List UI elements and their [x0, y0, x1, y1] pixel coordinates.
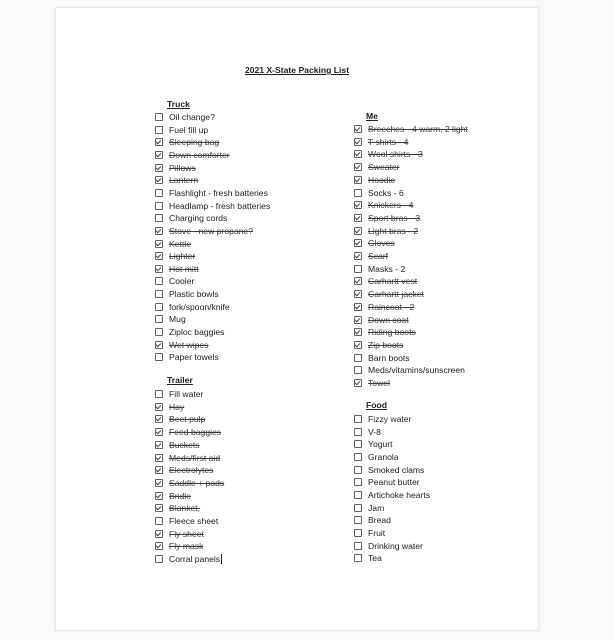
checkbox-checked[interactable] [155, 227, 163, 235]
checkbox-checked[interactable] [354, 277, 362, 285]
checklist-item[interactable] [155, 111, 215, 123]
checklist-item[interactable] [155, 288, 219, 300]
checklist-item-label: Corral panels [169, 554, 221, 565]
checklist-item-label: Drinking water [368, 540, 423, 551]
checklist-item[interactable] [155, 313, 186, 325]
checkbox-checked[interactable] [155, 466, 163, 474]
checkbox-unchecked[interactable] [155, 214, 163, 222]
checkbox-unchecked[interactable] [155, 303, 163, 311]
checklist-item-label: Fly mask [169, 541, 204, 552]
checklist-item[interactable] [354, 426, 381, 438]
checkbox-checked[interactable] [155, 454, 163, 462]
checklist-item[interactable] [155, 502, 200, 514]
document-title: 2021 X-State Packing List [244, 65, 350, 75]
checklist-item[interactable] [155, 426, 221, 438]
checkbox-checked[interactable] [354, 303, 362, 311]
checklist-item-label: Peanut butter [368, 477, 420, 488]
checkbox-unchecked[interactable] [354, 354, 362, 362]
checklist-item-label: Fuel fill up [169, 124, 209, 135]
checkbox-checked[interactable] [155, 265, 163, 273]
checklist-item-label: Artichoke hearts [368, 489, 431, 500]
checkbox-checked[interactable] [155, 504, 163, 512]
checklist-item-label: Plastic bowls [169, 289, 219, 300]
checkbox-checked[interactable] [354, 138, 362, 146]
checklist-item-label: Charging cords [169, 213, 228, 224]
checklist-item[interactable] [354, 552, 382, 564]
checkbox-checked[interactable] [155, 252, 163, 260]
checklist-item-label: Fly sheet [169, 528, 204, 539]
checklist-item[interactable] [354, 326, 416, 338]
checklist-item[interactable] [155, 477, 224, 489]
checklist-item[interactable] [354, 174, 395, 186]
checklist-item[interactable] [155, 439, 200, 451]
checkbox-checked[interactable] [155, 176, 163, 184]
checklist-item-label: Knickers - 4 [368, 200, 414, 211]
checklist-item-label: Beet pulp [169, 414, 206, 425]
checklist-item-label: Hot mitt [169, 263, 199, 274]
checklist-item[interactable] [155, 413, 205, 425]
checklist-item[interactable] [155, 187, 268, 199]
checklist-item-label: Fruit [368, 527, 386, 538]
checklist-item[interactable] [354, 301, 414, 313]
checkbox-checked[interactable] [155, 415, 163, 423]
section-heading-truck: Truck [167, 99, 190, 109]
checklist-item-label: Headlamp - fresh batteries [169, 200, 271, 211]
checklist-item[interactable] [155, 174, 198, 186]
checklist-item[interactable] [155, 326, 224, 338]
checkbox-checked[interactable] [354, 328, 362, 336]
checkbox-checked[interactable] [354, 227, 362, 235]
checklist-item-label: Riding boots [368, 327, 416, 338]
checklist-item-label: T shirts - 4 [368, 136, 409, 147]
checklist-item-label: Yogurt [368, 439, 393, 450]
checkbox-checked[interactable] [354, 239, 362, 247]
checklist-item[interactable] [354, 527, 385, 539]
document-page[interactable] [56, 8, 538, 630]
checklist-item-label: Scarf [368, 251, 389, 261]
checklist-item-label: Lantern [169, 175, 199, 186]
checkbox-unchecked[interactable] [155, 328, 163, 336]
checkbox-unchecked[interactable] [155, 555, 163, 563]
checkbox-unchecked[interactable] [354, 453, 362, 461]
checkbox-unchecked[interactable] [354, 466, 362, 474]
checkbox-checked[interactable] [354, 125, 362, 133]
checkbox-unchecked[interactable] [354, 542, 362, 550]
checklist-item-label: Masks - 2 [368, 263, 406, 274]
checkbox-checked[interactable] [354, 201, 362, 209]
checkbox-checked[interactable] [155, 542, 163, 550]
checkbox-checked[interactable] [155, 403, 163, 411]
checkbox-checked[interactable] [155, 441, 163, 449]
checklist-item[interactable] [354, 352, 410, 364]
checklist-item[interactable] [155, 540, 203, 552]
checklist-item-label: Pillows [169, 162, 196, 173]
checklist-item-label: Sleeping bag [169, 137, 220, 148]
text-cursor [221, 554, 222, 564]
section-heading-food: Food [366, 400, 387, 410]
checklist-item-label: Granola [368, 451, 399, 462]
checklist-item[interactable] [155, 351, 219, 363]
checklist-item-label: Sport bras - 3 [368, 212, 421, 223]
checklist-item-label: Down comforter [169, 149, 230, 160]
checkbox-unchecked[interactable] [155, 390, 163, 398]
section-heading-me: Me [366, 111, 378, 121]
checklist-item[interactable] [155, 212, 227, 224]
checklist-item[interactable] [354, 514, 391, 526]
checkbox-unchecked[interactable] [155, 202, 163, 210]
checkbox-checked[interactable] [354, 290, 362, 298]
checklist-item[interactable] [155, 225, 253, 237]
checklist-item-label: Wool shirts - 3 [368, 149, 423, 160]
checklist-item[interactable] [354, 237, 395, 249]
checklist-item[interactable] [155, 263, 199, 275]
checklist-item[interactable] [354, 123, 468, 135]
checklist-item[interactable] [155, 339, 208, 351]
checklist-item-label: Meds/vitamins/sunscreen [368, 365, 465, 376]
checklist-item-label: Hay [169, 401, 185, 412]
checklist-item-label: Meds/first aid [169, 452, 221, 463]
checklist-item-label: fork/spoon/knife [169, 301, 230, 312]
checklist-item[interactable] [354, 413, 411, 425]
checklist-item-label: Smoked clams [368, 464, 425, 475]
checkbox-unchecked[interactable] [354, 529, 362, 537]
checklist-item-label: Barn boots [368, 352, 410, 363]
checklist-item-label: Carhartt vest [368, 276, 418, 287]
checkbox-unchecked[interactable] [354, 554, 362, 562]
checklist-item-label: Down coat [368, 314, 409, 325]
checklist-item[interactable] [354, 438, 393, 450]
checklist-item[interactable] [155, 200, 270, 212]
checkbox-checked[interactable] [155, 479, 163, 487]
checklist-item[interactable] [155, 388, 203, 400]
checklist-item-label: Oil change? [169, 112, 215, 122]
checkbox-checked[interactable] [354, 176, 362, 184]
checklist-item-label: Lighter [169, 251, 196, 262]
checklist-item-label: Cooler [169, 276, 195, 287]
checklist-item-label: Bread [368, 515, 391, 526]
checklist-item[interactable] [155, 553, 222, 565]
checklist-item-label: Sweater [368, 162, 400, 173]
checklist-item-label: Paper towels [169, 352, 219, 363]
checklist-item[interactable] [155, 528, 204, 540]
checklist-item-label: Fizzy water [368, 414, 412, 424]
checkbox-unchecked[interactable] [354, 428, 362, 436]
checklist-item-label: Saddle + pads [169, 477, 225, 488]
checklist-item[interactable] [155, 124, 208, 136]
checklist-item-label: Carhartt jacket [368, 289, 424, 300]
section-heading-trailer: Trailer [167, 375, 193, 385]
checkbox-unchecked[interactable] [155, 189, 163, 197]
checkbox-unchecked[interactable] [354, 504, 362, 512]
checkbox-unchecked[interactable] [354, 491, 362, 499]
checklist-item[interactable] [354, 148, 423, 160]
checklist-item[interactable] [354, 377, 390, 389]
checklist-item[interactable] [354, 364, 465, 376]
checklist-item[interactable] [155, 149, 230, 161]
checklist-item[interactable] [354, 212, 420, 224]
checklist-item[interactable] [354, 540, 423, 552]
checkbox-checked[interactable] [354, 341, 362, 349]
checkbox-checked[interactable] [155, 151, 163, 159]
checklist-item[interactable] [155, 515, 218, 527]
checklist-item-label: Hoodie [368, 174, 396, 185]
checklist-item-label: Kettle [169, 238, 191, 249]
checkbox-checked[interactable] [354, 214, 362, 222]
checklist-item-label: Towel [368, 378, 390, 388]
checklist-item-label: Zip boots [368, 339, 404, 350]
checklist-item[interactable] [155, 452, 220, 464]
checklist-item-label: Buckets [169, 439, 200, 450]
checkbox-checked[interactable] [155, 341, 163, 349]
checklist-item[interactable] [354, 275, 417, 287]
checklist-item[interactable] [354, 288, 424, 300]
checklist-item[interactable] [354, 187, 404, 199]
checklist-item[interactable] [155, 301, 230, 313]
checkbox-checked[interactable] [155, 530, 163, 538]
checklist-item-label: Wet wipes [169, 339, 209, 350]
checklist-item[interactable] [354, 339, 403, 351]
checklist-item-label: Fleece sheet [169, 516, 219, 526]
checklist-item[interactable] [354, 263, 405, 275]
checkbox-checked[interactable] [155, 164, 163, 172]
checkbox-checked[interactable] [155, 240, 163, 248]
checkbox-checked[interactable] [354, 150, 362, 158]
checklist-item[interactable] [354, 476, 420, 488]
checklist-item[interactable] [155, 250, 195, 262]
checklist-item[interactable] [354, 250, 388, 262]
checklist-item-label: Socks - 6 [368, 187, 404, 198]
checklist-item-label: Gloves [368, 238, 395, 249]
checklist-item[interactable] [354, 489, 430, 501]
checkbox-checked[interactable] [155, 138, 163, 146]
checkbox-unchecked[interactable] [155, 113, 163, 121]
checkbox-unchecked[interactable] [155, 290, 163, 298]
checklist-item[interactable] [354, 314, 409, 326]
checklist-item-label: Mug [169, 314, 186, 325]
checklist-item[interactable] [354, 502, 384, 514]
checkbox-unchecked[interactable] [354, 440, 362, 448]
checkbox-unchecked[interactable] [354, 478, 362, 486]
checklist-item[interactable] [155, 162, 196, 174]
checklist-item[interactable] [155, 464, 213, 476]
checklist-item-label: Fill water [169, 389, 204, 399]
checkbox-checked[interactable] [155, 492, 163, 500]
checkbox-checked[interactable] [354, 316, 362, 324]
checklist-item[interactable] [354, 199, 413, 211]
checkbox-unchecked[interactable] [354, 415, 362, 423]
checklist-item[interactable] [155, 275, 194, 287]
checkbox-unchecked[interactable] [155, 315, 163, 323]
checklist-item-label: Electrolytes [169, 465, 214, 476]
checkbox-unchecked[interactable] [155, 353, 163, 361]
checkbox-unchecked[interactable] [155, 277, 163, 285]
checkbox-unchecked[interactable] [354, 516, 362, 524]
checkbox-checked[interactable] [354, 252, 362, 260]
checklist-item-label: Raincoat - 2 [368, 301, 415, 312]
checkbox-unchecked[interactable] [155, 126, 163, 134]
checklist-item[interactable] [155, 136, 219, 148]
checklist-item-label: Stove - new propane? [169, 225, 254, 236]
checklist-item[interactable] [155, 238, 191, 250]
checklist-item[interactable] [155, 490, 191, 502]
checklist-item[interactable] [354, 464, 424, 476]
checkbox-checked[interactable] [354, 379, 362, 387]
checklist-item-label: Light bras - 2 [368, 225, 419, 236]
checklist-item[interactable] [354, 136, 408, 148]
checklist-item-label: Jam [368, 502, 385, 513]
checklist-item-label: Flashlight - fresh batteries [169, 187, 268, 198]
checklist-item-label: V-8 [368, 426, 381, 437]
checkbox-unchecked[interactable] [155, 517, 163, 525]
checklist-item-label: Feed baggies [169, 427, 222, 438]
checkbox-unchecked[interactable] [354, 189, 362, 197]
checklist-item-label: Ziploc baggies [169, 327, 225, 338]
checklist-item-label: Blanket, [169, 503, 201, 514]
checklist-item-label: Tea [368, 553, 382, 564]
checklist-item[interactable] [354, 451, 399, 463]
checkbox-unchecked[interactable] [354, 366, 362, 374]
checklist-item-label: Bridle [169, 490, 191, 501]
checklist-item-label: Breeches - 4 warm, 2 light [368, 124, 468, 134]
checkbox-checked[interactable] [354, 163, 362, 171]
checklist-item[interactable] [354, 161, 400, 173]
checklist-item[interactable] [354, 225, 418, 237]
checkbox-checked[interactable] [155, 428, 163, 436]
checklist-item[interactable] [155, 401, 184, 413]
checkbox-unchecked[interactable] [354, 265, 362, 273]
